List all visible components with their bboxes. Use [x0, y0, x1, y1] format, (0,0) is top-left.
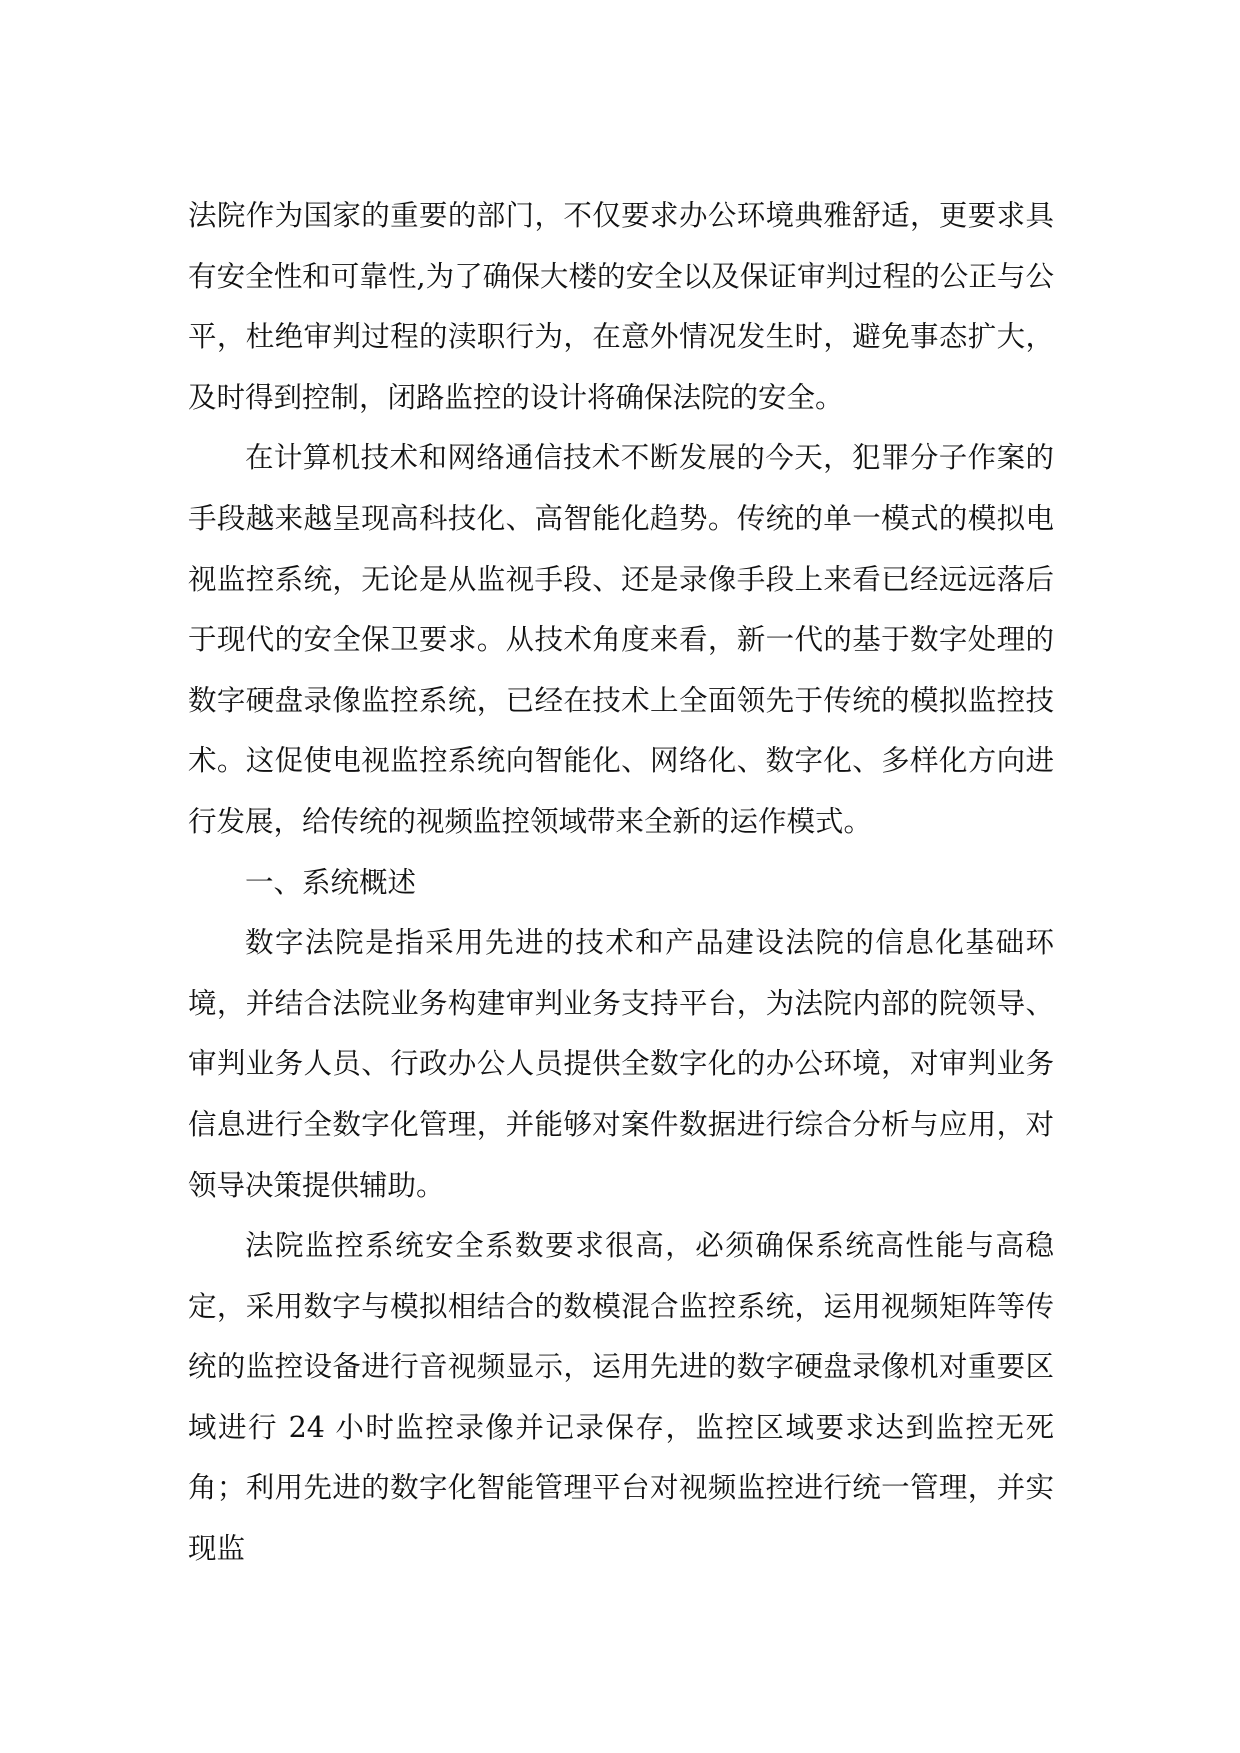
section-heading-system-overview: 一、系统概述	[245, 865, 417, 899]
document-body	[188, 186, 1054, 1580]
paragraph-digital-court: 数字法院是指采用先进的技术和产品建设法院的信息化基础环境，并结合法院业务构建审判业务支持平台，为法院内部的院领导、审判业务人员、行政办公人员提供全数字化的办公环境，对审判业务信息进行全数字化管理，并能够对案件数据进行综合分析与应用，对领导决策提供辅助。	[188, 926, 1054, 1202]
paragraph-intro: 法院作为国家的重要的部门，不仅要求办公环境典雅舒适，更要求具有安全性和可靠性,为了确保大楼的安全以及保证审判过程的公正与公平，杜绝审判过程的渎职行为，在意外情况发生时，避免事态扩大，及时得到控制，闭路监控的设计将确保法院的安全。	[188, 199, 1054, 414]
paragraph-technology: 在计算机技术和网络通信技术不断发展的今天，犯罪分子作案的手段越来越呈现高科技化、高智能化趋势。传统的单一模式的模拟电视监控系统，无论是从监视手段、还是录像手段上来看已经远远落后于现代的安全保卫要求。从技术角度来看，新一代的基于数字处理的数字硬盘录像监控系统，已经在技术上全面领先于传统的模拟监控技术。这促使电视监控系统向智能化、网络化、数字化、多样化方向进行发展，给传统的视频监控领域带来全新的运作模式。	[188, 441, 1054, 838]
paragraph-monitoring-requirements: 法院监控系统安全系数要求很高，必须确保系统高性能与高稳定，采用数字与模拟相结合的数模混合监控系统，运用视频矩阵等传统的监控设备进行音视频显示，运用先进的数字硬盘录像机对重要区域进行 24 小时监控录像并记录保存，监控区域要求达到监控无死角；利用先进的数字化智能管理平台对视频监控进行统一管理，并实现监	[188, 1229, 1054, 1566]
